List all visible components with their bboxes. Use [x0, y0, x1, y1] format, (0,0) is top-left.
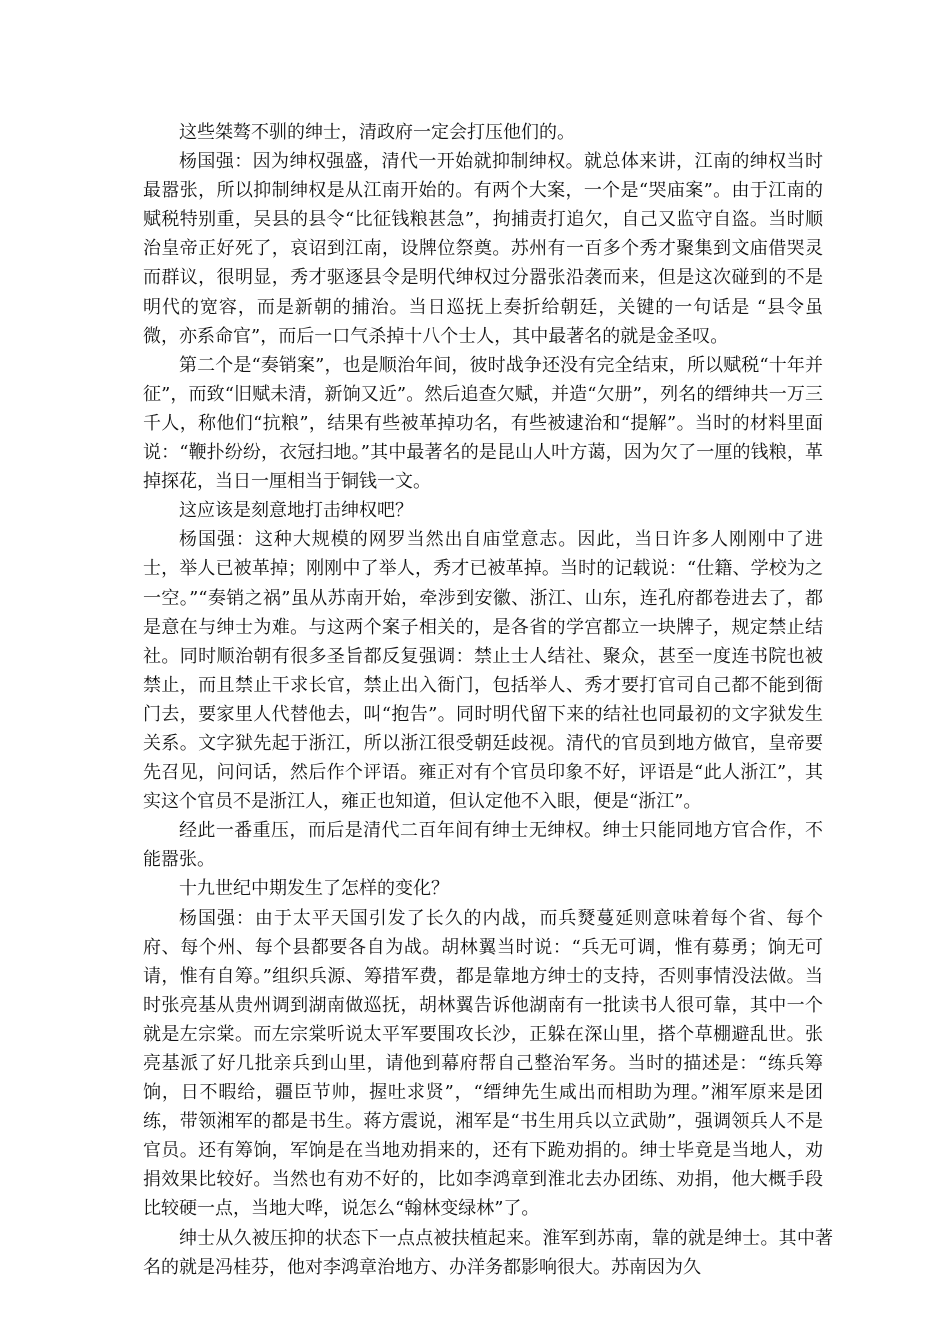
document-page [143, 118, 833, 1282]
paragraph-9: 绅士从久被压抑的状态下一点点被扶植起来。淮军到苏南，靠的就是绅士。其中著名的就是冯桂芬，他对李鸿章治地方、办洋务都影响很大。苏南因为久 [143, 1227, 833, 1278]
paragraph-6: 经此一番重压，而后是清代二百年间有绅士无绅权。绅士只能同地方官合作，不能嚣张。 [143, 820, 823, 871]
paragraph-7: 十九世纪中期发生了怎样的变化？ [179, 878, 449, 900]
paragraph-1: 这些桀骜不驯的绅士，清政府一定会打压他们的。 [179, 122, 575, 143]
paragraph-4: 这应该是刻意地打击绅权吧？ [179, 500, 413, 522]
paragraph-3: 第二个是“奏销案”，也是顺治年间，彼时战争还没有完全结束，所以赋税“十年并征”，而致“旧赋未清，新饷又近”。然后追查欠赋，并造“欠册”，列名的缙绅共一万三千人，称他们“抗粮”，结果有些被革掉功名，有些被逮治和“提解”。当时的材料里面说：“鞭扑纷纷，衣冠扫地。”其中最著名的是昆山人叶方蔼，因为欠了一厘的钱粮，革掉探花，当日一厘相当于铜钱一文。 [143, 354, 823, 493]
paragraph-8: 杨国强：由于太平天国引发了长久的内战，而兵燹蔓延则意味着每个省、每个府、每个州、每个县都要各自为战。胡林翼当时说：“兵无可调，惟有募勇；饷无可请，惟有自筹。”组织兵源、筹措军费，都是靠地方绅士的支持，否则事情没法做。当时张亮基从贵州调到湖南做巡抚，胡林翼告诉他湖南有一批读书人很可靠，其中一个就是左宗棠。而左宗棠听说太平军要围攻长沙，正躲在深山里，搭个草棚避乱世。张亮基派了好几批亲兵到山里，请他到幕府帮自己整治军务。当时的描述是：“练兵筹饷，日不暇给，疆臣节帅，握吐求贤”，“缙绅先生咸出而相助为理。”湘军原来是团练，带领湘军的都是书生。蒋方震说，湘军是“书生用兵以立武勋”，强调领兵人不是官员。还有筹饷，军饷是在当地劝捐来的，还有下跪劝捐的。绅士毕竟是当地人，劝捐效果比较好。当然也有劝不好的，比如李鸿章到淮北去办团练、劝捐，他大概手段比较硬一点，当地大哗，说怎么“翰林变绿林”了。 [143, 907, 823, 1220]
paragraph-2: 杨国强：因为绅权强盛，清代一开始就抑制绅权。就总体来讲，江南的绅权当时最嚣张，所以抑制绅权是从江南开始的。有两个大案，一个是“哭庙案”。由于江南的赋税特别重，吴县的县令“比征钱粮甚急”，拘捕责打追欠，自己又监守自盗。当时顺治皇帝正好死了，哀诏到江南，设牌位祭奠。苏州有一百多个秀才聚集到文庙借哭灵而群议，很明显，秀才驱逐县令是明代绅权过分嚣张沿袭而来，但是这次碰到的不是明代的宽容，而是新朝的捕治。当日巡抚上奏折给朝廷，关键的一句话是 “县令虽微，亦系命官”，而后一口气杀掉十八个士人，其中最著名的就是金圣叹。 [143, 151, 823, 347]
paragraph-5: 杨国强：这种大规模的网罗当然出自庙堂意志。因此，当日许多人刚刚中了进士，举人已被革掉；刚刚中了举人，秀才已被革掉。当时的记载说：“仕籍、学校为之一空。”“奏销之祸”虽从苏南开始，牵涉到安徽、浙江、山东，连孔府都卷进去了，都是意在与绅士为难。与这两个案子相关的，是各省的学宫都立一块牌子，规定禁止结社。同时顺治朝有很多圣旨都反复强调：禁止士人结社、聚众，甚至一度连书院也被禁止，而且禁止干求长官，禁止出入衙门，包括举人、秀才要打官司自己都不能到衙门去，要家里人代替他去，叫“抱告”。同时明代留下来的结社也同最初的文字狱发生关系。文字狱先起于浙江，所以浙江很受朝廷歧视。清代的官员到地方做官，皇帝要先召见，问问话，然后作个评语。雍正对有个官员印象不好，评语是“此人浙江”，其实这个官员不是浙江人，雍正也知道，但认定他不入眼，便是“浙江”。 [143, 529, 823, 813]
